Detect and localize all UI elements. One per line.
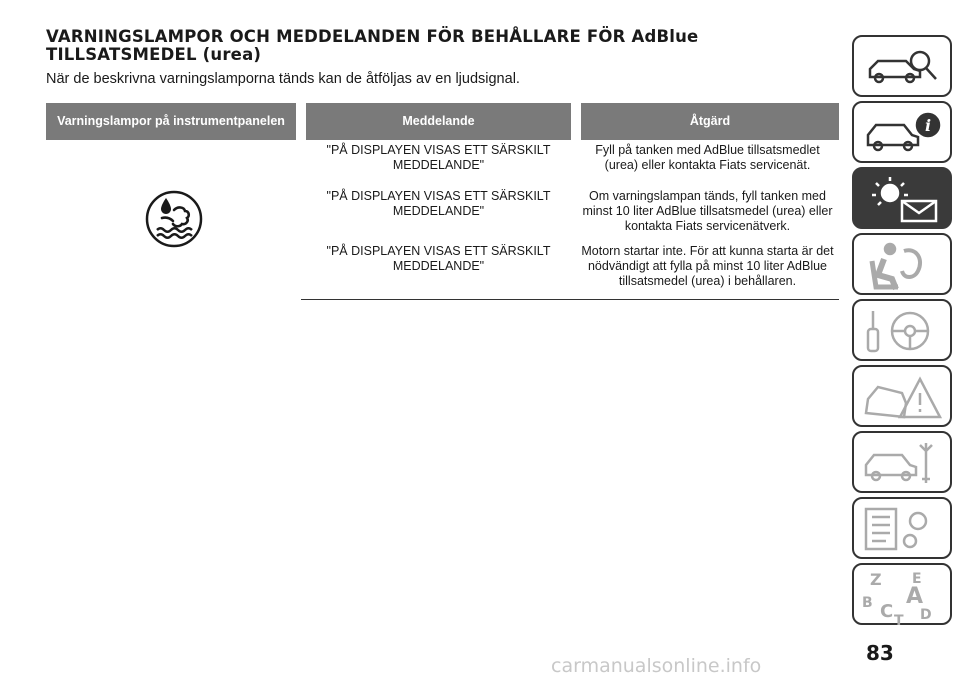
chapter-tab-index[interactable] [852,563,952,629]
page-number: 83 [866,641,894,665]
svg-text:T: T [894,613,904,629]
chapter-tab-warning-lights[interactable] [852,167,952,229]
adblue-warning-icon [144,239,204,253]
chapter-tab-maintenance[interactable] [852,431,952,493]
action-cell: Om varningslampan tänds, fyll tanken med minst 10 liter AdBlue tillsatsmedel (urea) eller kontakta Fiats servicenätverk. [582,189,833,233]
message-cell: "PÅ DISPLAYEN VISAS ETT SÄRSKILT MEDDELANDE" [301,241,576,300]
action-cell: Motorn startar inte. För att kunna starta är det nödvändigt att fylla på minst 10 liter AdBlue tillsatsmedel (urea) i behållaren. [576,241,839,300]
intro-text: När de beskrivna varningslamporna tänds kan de åtföljas av en ljudsignal. [46,71,520,87]
chapter-tab-emergency[interactable] [852,365,952,427]
lamp-cell [46,140,301,300]
chapter-tab-safety[interactable] [852,233,952,295]
page-title: VARNINGSLAMPOR OCH MEDDELANDEN FÖR BEHÅLLARE FÖR AdBlue TILLSATSMEDEL (urea) [46,27,699,64]
svg-text:E: E [912,571,922,587]
table-row [46,140,839,186]
watermark: carmanualsonline.info [551,655,762,677]
chapter-tab-starting-driving[interactable] [852,299,952,361]
svg-text:A: A [906,584,924,609]
table-header-row [46,103,839,140]
chapter-tab-specifications[interactable] [852,497,952,559]
message-cell: "PÅ DISPLAYEN VISAS ETT SÄRSKILT MEDDELANDE" [326,189,551,218]
message-cell: "PÅ DISPLAYEN VISAS ETT SÄRSKILT MEDDELANDE" [326,143,551,172]
chapter-tab-car-info[interactable] [852,101,952,163]
svg-text:i: i [925,116,932,135]
chapter-tab-car-search[interactable] [852,35,952,97]
column-header-message: Meddelande [301,103,576,140]
svg-text:D: D [920,607,932,623]
warning-table [46,103,839,300]
column-header-lamps: Varningslampor på instrumentpanelen [46,103,301,140]
svg-text:C: C [880,601,894,622]
svg-text:Z: Z [870,570,882,589]
column-header-action: Åtgärd [576,103,839,140]
action-cell: Fyll på tanken med AdBlue tillsatsmedlet (urea) eller kontakta Fiats servicenät. [595,143,820,172]
svg-text:B: B [862,595,873,611]
